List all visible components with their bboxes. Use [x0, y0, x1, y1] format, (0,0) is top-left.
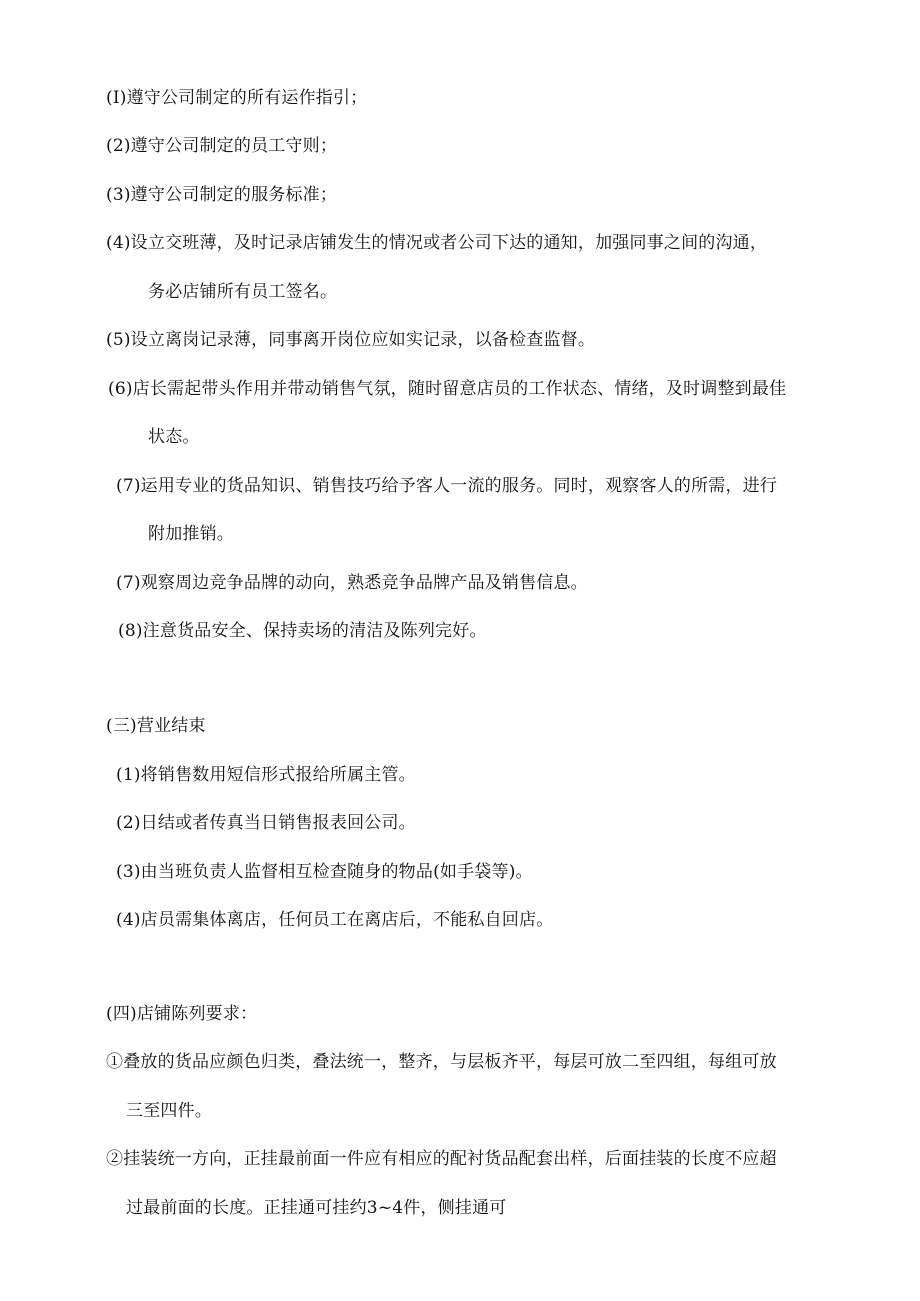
closing-item-4: (4)店员需集体离店，任何员工在离店后，不能私自回店。	[116, 910, 554, 930]
closing-item-3: (3)由当班负责人监督相互检查随身的物品(如手袋等)。	[116, 862, 533, 882]
closing-item-2: (2)日结或者传真当日销售报表回公司。	[116, 813, 416, 833]
item-2: (2)遵守公司制定的员工守则；	[106, 136, 338, 156]
item-8: (8)注意货品安全、保持卖场的清洁及陈列完好。	[118, 621, 487, 641]
display-item-2-cont: 过最前面的长度。正挂通可挂约3~4件，侧挂通可	[126, 1198, 507, 1218]
display-item-1: ①叠放的货品应颜色归类，叠法统一，整齐，与层板齐平，每层可放二至四组，每组可放	[106, 1052, 777, 1072]
display-item-1-cont: 三至四件。	[126, 1101, 212, 1121]
item-6: (6)店长需起带头作用并带动销售气氛，随时留意店员的工作状态、情绪，及时调整到最佳	[108, 379, 787, 399]
item-7a: (7)运用专业的货品知识、销售技巧给予客人一流的服务。同时，观察客人的所需，进行	[116, 476, 778, 496]
item-7b: (7)观察周边竞争品牌的动向，熟悉竞争品牌产品及销售信息。	[116, 573, 588, 593]
closing-item-1: (1)将销售数用短信形式报给所属主管。	[116, 765, 416, 785]
display-heading: (四)店铺陈列要求：	[106, 1004, 258, 1024]
display-item-2: ②挂装统一方向，正挂最前面一件应有相应的配衬货品配套出样，后面挂装的长度不应超	[106, 1149, 777, 1169]
item-7a-cont: 附加推销。	[148, 524, 234, 544]
closing-heading: (三)营业结束	[106, 716, 206, 736]
item-5: (5)设立离岗记录薄，同事离开岗位应如实记录，以备检查监督。	[106, 330, 596, 350]
item-6-cont: 状态。	[148, 427, 200, 447]
item-3: (3)遵守公司制定的服务标准；	[106, 185, 338, 205]
item-1: (I)遵守公司制定的所有运作指引；	[106, 88, 368, 108]
item-4: (4)设立交班薄，及时记录店铺发生的情况或者公司下达的通知，加强同事之间的沟通，	[106, 233, 768, 253]
item-4-cont: 务必店铺所有员工签名。	[148, 282, 338, 302]
